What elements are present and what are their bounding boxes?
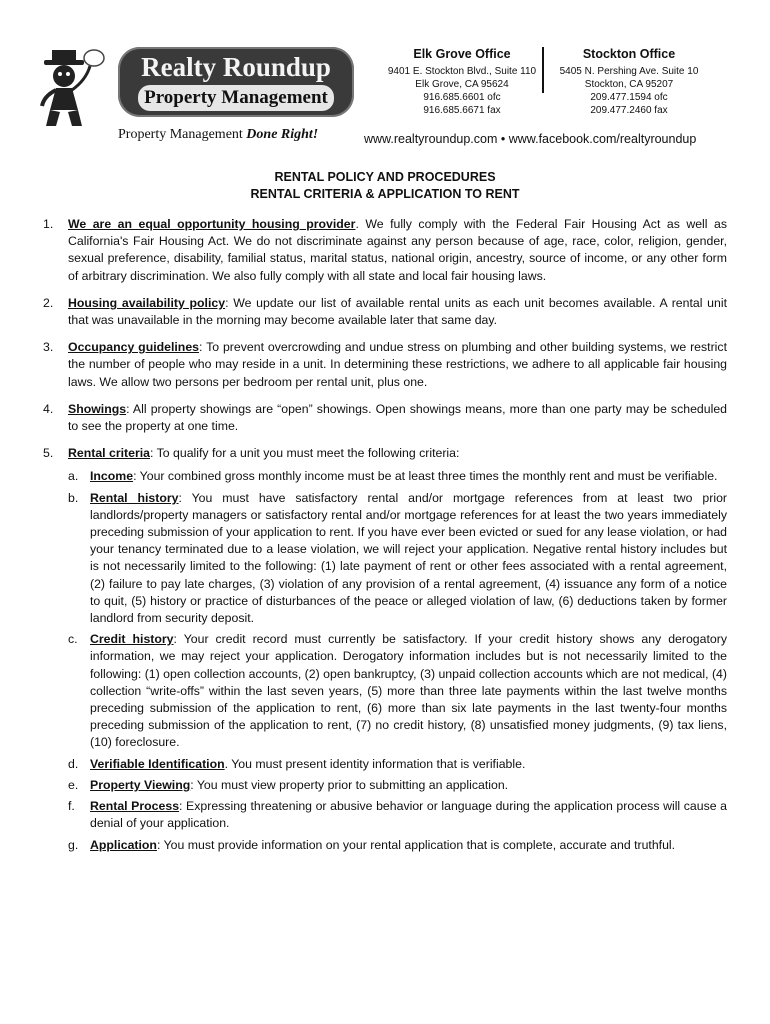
item-text: : To prevent overcrowding and undue stress on plumbing and other building systems, we restrict the number of people who may reside in a unit. In determining these restrictions, we adhere to all applicable fair housing laws. We allow two persons per bedroom per rental unit, plus one. [68, 340, 727, 389]
policy-item [43, 216, 727, 285]
criteria-item [43, 777, 727, 794]
item-text: : To qualify for a unit you must meet the following criteria: [150, 446, 460, 461]
letterhead [0, 0, 770, 160]
office-line: 916.685.6671 fax [423, 105, 501, 116]
brand-subname: Property Management [138, 85, 334, 111]
criteria-heading: Rental history [90, 490, 179, 505]
item-heading: Rental criteria [68, 446, 151, 461]
office-name: Stockton Office [582, 47, 676, 61]
criteria-heading: Verifiable Identification [90, 756, 225, 771]
office-line: 209.477.2460 fax [590, 105, 668, 116]
item-number: 4. [43, 401, 54, 416]
item-number: 2. [43, 295, 54, 310]
office-line: 5405 N. Pershing Ave. Suite 10 [559, 66, 699, 77]
tagline-lead: Property Management [118, 127, 243, 142]
criteria-text: . You must present identity information that is verifiable. [224, 756, 526, 771]
office-line: Stockton, CA 95207 [584, 79, 674, 90]
criteria-letter: a. [68, 469, 79, 484]
criteria-item [43, 631, 727, 751]
criteria-text: : Expressing threatening or abusive behavior or language during the application process will cause a denial of your application. [90, 799, 727, 831]
office-name: Elk Grove Office [413, 47, 511, 61]
criteria-item [43, 468, 727, 485]
policy-item [43, 339, 727, 391]
cowboy-mascot-icon [38, 44, 108, 128]
criteria-text: : You must provide information on your rental application that is complete, accurate and truthful. [156, 837, 676, 852]
policy-item [43, 401, 727, 435]
criteria-letter: f. [68, 799, 75, 814]
title-line: RENTAL POLICY AND PROCEDURES [274, 170, 496, 184]
item-text: : All property showings are “open” showings. Open showings means, more than one party may be scheduled to see the property at one time. [68, 401, 727, 434]
web-links: www.realtyroundup.com • www.facebook.com/realtyroundup [364, 132, 697, 146]
criteria-item [43, 837, 727, 854]
office-divider [542, 47, 544, 93]
item-heading: Showings [68, 401, 127, 416]
policy-item [43, 295, 727, 329]
criteria-heading: Credit history [90, 632, 174, 647]
criteria-letter: c. [68, 632, 78, 647]
tagline-emphasis: Done Right! [246, 127, 319, 142]
criteria-item [43, 490, 727, 628]
office-line: Elk Grove, CA 95624 [415, 79, 509, 90]
criteria-list [43, 468, 727, 853]
criteria-heading: Income [90, 469, 134, 484]
item-heading: We are an equal opportunity housing provider [68, 217, 356, 231]
criteria-text: : Your credit record must currently be satisfactory. If your credit history shows any derogatory information, we may reject your application. Derogatory information includes but is not necessarily limited to the following: (1) open collection accounts, (2) open bankruptcy, (3) unpaid collection accounts which are not medical, (4) collection “write-offs” within the last seven years, (5) more than three late payments within the last twelve months preceding submission of the application to rent, (6) more than six late payments in the last twenty-four months preceding submission of the application to rent, (7) no credit history, (8) unsatisfied money judgments, (9) tax liens, (10) foreclosure. [90, 632, 727, 750]
title-line: RENTAL CRITERIA & APPLICATION TO RENT [250, 187, 520, 201]
item-number: 5. [43, 446, 54, 461]
criteria-letter: d. [68, 756, 79, 771]
office-stockton [549, 48, 709, 117]
brand-logo [118, 47, 354, 117]
brand-name: Realty Roundup [141, 52, 331, 82]
office-line: 209.477.1594 ofc [590, 92, 668, 103]
criteria-letter: e. [68, 777, 79, 792]
criteria-item [43, 798, 727, 832]
document-title [0, 169, 770, 203]
criteria-heading: Rental Process [90, 799, 180, 814]
criteria-text: : Your combined gross monthly income must be at least three times the monthly rent and must be verifiable. [133, 469, 718, 484]
office-elk-grove [382, 48, 542, 117]
policy-content [43, 216, 727, 858]
brand-tagline [118, 127, 318, 143]
criteria-heading: Property Viewing [90, 777, 191, 792]
policy-item [43, 445, 727, 462]
item-number: 1. [43, 217, 54, 231]
item-heading: Occupancy guidelines [68, 340, 199, 355]
criteria-letter: b. [68, 490, 79, 505]
item-heading: Housing availability policy [68, 295, 226, 310]
criteria-text: : You must view property prior to submitting an application. [190, 777, 509, 792]
criteria-item [43, 756, 727, 773]
criteria-letter: g. [68, 837, 79, 852]
item-text: . We fully comply with the Federal Fair Housing Act as well as California's Fair Housing Act. We do not discriminate against any person because of age, race, color, religion, gender, sexual preference, disability, familial status, marital status, national origin, ancestry, source of income, or any other form of arbitrary discrimination. We also fully comply with all state and local fair housing laws. [68, 217, 728, 283]
criteria-heading: Application [90, 837, 157, 852]
item-text: : We update our list of available rental units as each unit becomes available. A rental unit that was unavailable in the morning may become available later that same day. [68, 295, 728, 328]
item-number: 3. [43, 340, 54, 355]
criteria-text: : You must have satisfactory rental and/or mortgage references from at least two prior landlords/property managers or satisfactory rental and/or mortgage references for at least the two years immediately preceding submission of your application to rent. If you have ever been evicted or sued for any lease violation, or had your tenancy terminated due to a lease violation, we will reject your application. Negative rental history includes but is not necessarily limited to the following: (1) late payment of rent or other fees associated with a rental agreement, (2) failure to pay late charges, (3) violation of any provision of a rental agreement, (4) issuance any form of a notice to quit, (5) history or practice of disturbances of the peace or alleged violation of law, (6) deductions taken by former landlord from security deposit. [90, 490, 728, 626]
office-line: 916.685.6601 ofc [423, 92, 501, 103]
office-line: 9401 E. Stockton Blvd., Suite 110 [387, 66, 537, 77]
